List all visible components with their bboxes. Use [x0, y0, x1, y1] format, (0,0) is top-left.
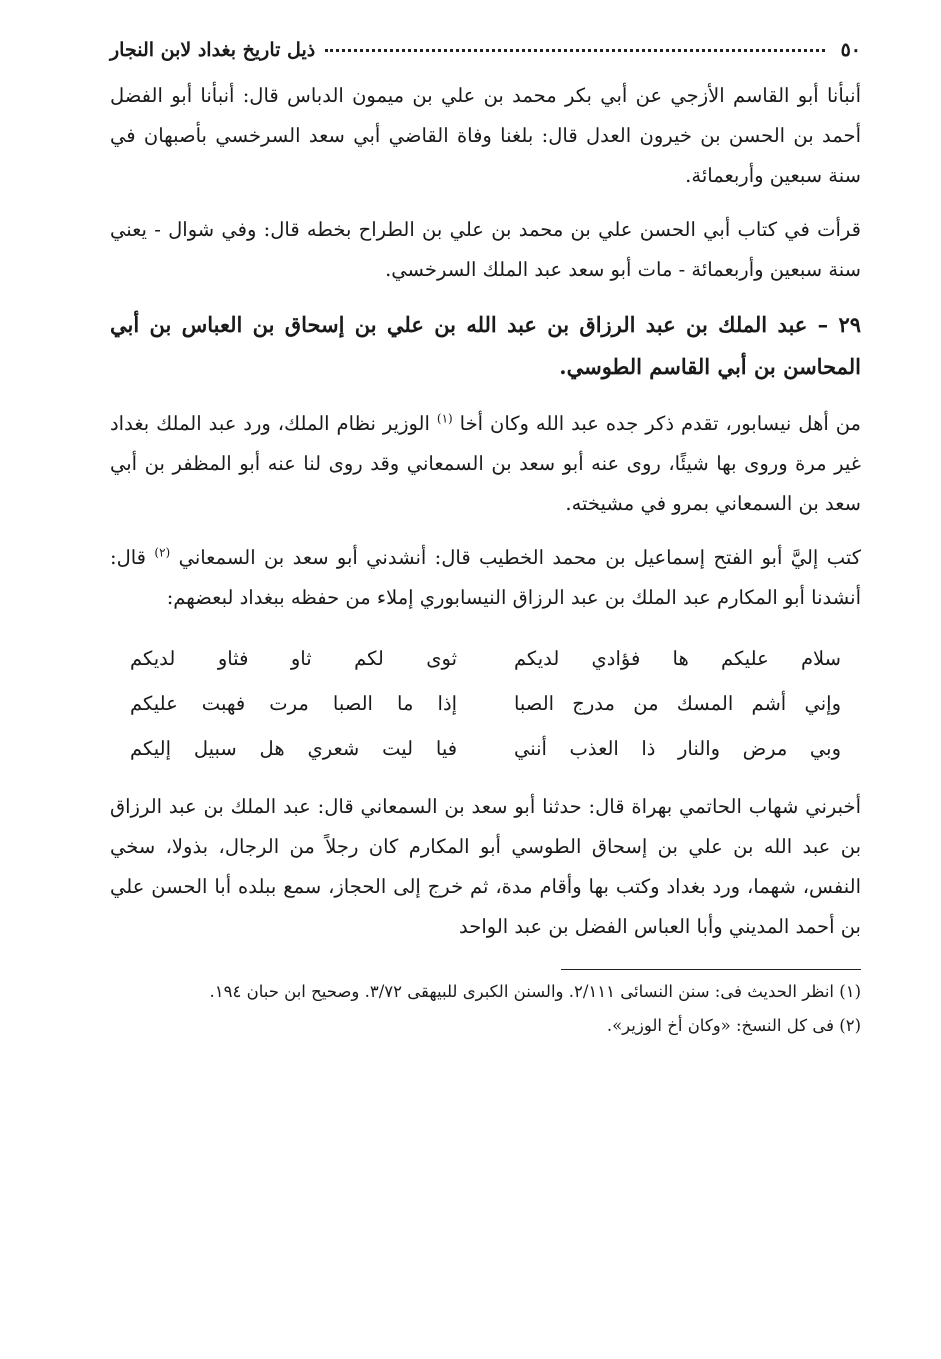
footnote-ref-1[interactable]: (١): [436, 411, 453, 426]
footnote-separator: [561, 969, 861, 970]
entry-heading: ٢٩ – عبد الملك بن عبد الرزاق بن عبد الله بن علي بن إسحاق بن العباس بن أبي المحاسن بن أبي القاسم الطوسي.: [110, 312, 861, 379]
poem-verse: [130, 636, 841, 681]
letter-text-before-ref: كتب إليَّ أبو الفتح إسماعيل بن محمد الخطيب قال: أنشدني أبو سعد بن السمعاني: [178, 546, 862, 569]
paragraph-tarrah-note: قرأت في كتاب أبي الحسن علي بن محمد بن علي بن الطراح بخطه قال: وفي شوال - يعني سنة سبعين وأربعمائة - مات أبو سعد عبد الملك السرخسي.: [110, 218, 861, 281]
paragraph-biography: [110, 404, 861, 524]
poem-hemistich-first: وبي مرض والنار ذا العذب أنني: [513, 737, 841, 760]
running-header: [110, 30, 861, 70]
page-number: ٥٠: [840, 39, 861, 61]
paragraph-hatimi-report: أخبرني شهاب الحاتمي بهراة قال: حدثنا أبو سعد بن السمعاني قال: عبد الملك بن عبد الرزاق بن عبد الله بن علي بن إسحاق الطوسي أبو المكارم كان رجلاً من الرجال، بذولا، سخي النفس، شهما، ورد بغداد وكتب بها وأقام مدة، ثم خرج إلى الحجاز، سمع ببلده أبا الحسن علي بن أحمد المديني وأبا العباس الفضل بن عبد الواحد: [110, 795, 861, 938]
poem-hemistich-second: إذا ما الصبا مرت فهبت عليكم: [130, 692, 458, 715]
header-dotted-leader: [325, 49, 824, 52]
poem-hemistich-second: فيا ليت شعري هل سبيل إليكم: [130, 737, 458, 760]
footnote-1: (١) انظر الحديث فى: سنن النسائى ٢/١١١. والسنن الكبرى للبيهقى ٣/٧٢. وصحيح ابن حبان ١٩٤.: [209, 982, 861, 1001]
poem-hemistich-second: ثوى لكم ثاو فثاو لديكم: [130, 647, 458, 670]
paragraph-death-report: أنبأنا أبو القاسم الأزجي عن أبي بكر محمد بن علي بن ميمون الدباس قال: أنبأنا أبو الفضل أحمد بن الحسن بن خيرون العدل قال: بلغنا وفاة القاضي أبي سعد السرخسي بأصبهان في سنة سبعين وأربعمائة.: [110, 84, 861, 187]
footnote-2: (٢) فى كل النسخ: «وكان أخ الوزير».: [606, 1016, 861, 1035]
bio-text-after-ref: الوزير نظام الملك، ورد عبد الملك بغداد غير مرة وروى بها شيئًا، روى عنه أبو سعد بن السمعاني وقد روى لنا عنه أبو المظفر بن أبي سعد بن السمعاني بمرو في مشيخته.: [110, 412, 861, 515]
poem-hemistich-first: سلام عليكم ها فؤادي لديكم: [513, 647, 841, 670]
poem-verse: [130, 726, 841, 771]
page: [110, 30, 861, 1359]
poem-verse: [130, 681, 841, 726]
paragraph-letter: [110, 538, 861, 618]
poem-hemistich-first: وإني أشم المسك من مدرج الصبا: [513, 692, 841, 715]
bio-text-before-ref: من أهل نيسابور، تقدم ذكر جده عبد الله وكان أخا: [459, 412, 862, 435]
footnote-ref-2[interactable]: (٢): [154, 545, 171, 560]
letter-text-after-ref: قال: أنشدنا أبو المكارم عبد الملك بن عبد الرزاق النيسابوري إملاء من حفظه ببغداد لبعضهم:: [110, 546, 861, 609]
poem: [130, 636, 841, 771]
running-title: ذيل تاريخ بغداد لابن النجار: [110, 39, 316, 61]
